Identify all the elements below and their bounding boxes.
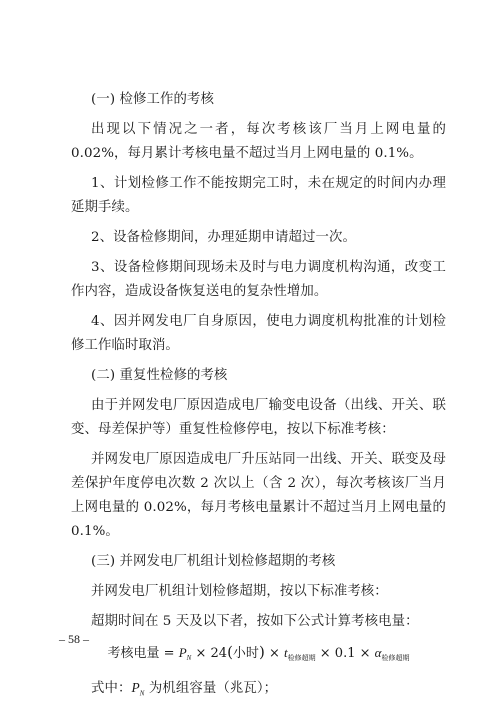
formula-times: × bbox=[359, 646, 371, 661]
footnote-prefix: 式中： bbox=[91, 681, 132, 696]
formula-lhs: 考核电量 bbox=[107, 646, 160, 661]
formula-footnote bbox=[71, 676, 446, 706]
section-heading-2: (二) 重复性检修的考核 bbox=[91, 368, 228, 383]
paragraph: 超期时间在 5 天及以下者，按如下公式计算考核电量： bbox=[91, 614, 419, 629]
formula-t-sub: 检修超期 bbox=[287, 654, 316, 662]
formula-alpha-sub: 检修超期 bbox=[381, 654, 410, 662]
paragraph: 并网发电厂机组计划检修超期，按以下标准考核： bbox=[91, 584, 388, 599]
footnote-text: 为机组容量（兆瓦）； bbox=[144, 681, 278, 696]
list-item-1: 1、计划检修工作不能按期完工时，未在规定的时间内办理延期手续。 bbox=[71, 176, 446, 215]
footnote-var-sub: N bbox=[139, 689, 145, 698]
formula-times: × bbox=[268, 646, 280, 661]
section-heading-3: (三) 并网发电厂机组计划检修超期的考核 bbox=[91, 554, 336, 569]
list-item-4: 4、因并网发电厂自身原因，使电力调度机构批准的计划检修工作临时取消。 bbox=[71, 314, 446, 353]
formula-coef: 0.1 bbox=[334, 646, 356, 661]
formula-t: t bbox=[283, 645, 288, 660]
paragraph: 出现以下情况之一者，每次考核该厂当月上网电量的 0.02%，每月累计考核电量不超过当月上网电量的 0.1%。 bbox=[71, 122, 446, 161]
footnote-var: P bbox=[131, 680, 140, 695]
paragraph: 并网发电厂原因造成电厂升压站同一出线、开关、联变及母差保护年度停电次数 2 次以上（含 2 次），每次考核该厂当月上网电量的 0.02%，每月考核电量累计不超过当月上网电量的 0.1%。 bbox=[71, 452, 446, 539]
list-item-3: 3、设备检修期间现场未及时与电力调度机构沟通，改变工作内容，造成设备恢复送电的复杂性增加。 bbox=[71, 260, 446, 299]
formula-unit: 小时 bbox=[232, 646, 259, 661]
page-number: – 58 – bbox=[59, 632, 89, 646]
formula-p: P bbox=[178, 645, 187, 660]
formula-p-sub: N bbox=[186, 654, 192, 662]
formula-equals: = bbox=[163, 646, 175, 661]
document-body bbox=[71, 88, 446, 712]
formula-alpha: α bbox=[374, 645, 382, 660]
formula-24: 24 bbox=[210, 646, 228, 661]
assessment-formula: 考核电量 = $P_N \times 24$(小时) × $t_{检修超期} \times 0.1 \times \alpha_{检修超期}$ bbox=[107, 643, 410, 662]
formula-times: × bbox=[319, 646, 331, 661]
list-item-2: 2、设备检修期间，办理延期申请超过一次。 bbox=[91, 230, 356, 245]
paragraph: 由于并网发电厂原因造成电厂输变电设备（出线、开关、联变、母差保护等）重复性检修停电，按以下标准考核： bbox=[71, 398, 446, 437]
formula-times: × bbox=[195, 646, 207, 661]
section-heading-1: (一) 检修工作的考核 bbox=[91, 92, 214, 107]
